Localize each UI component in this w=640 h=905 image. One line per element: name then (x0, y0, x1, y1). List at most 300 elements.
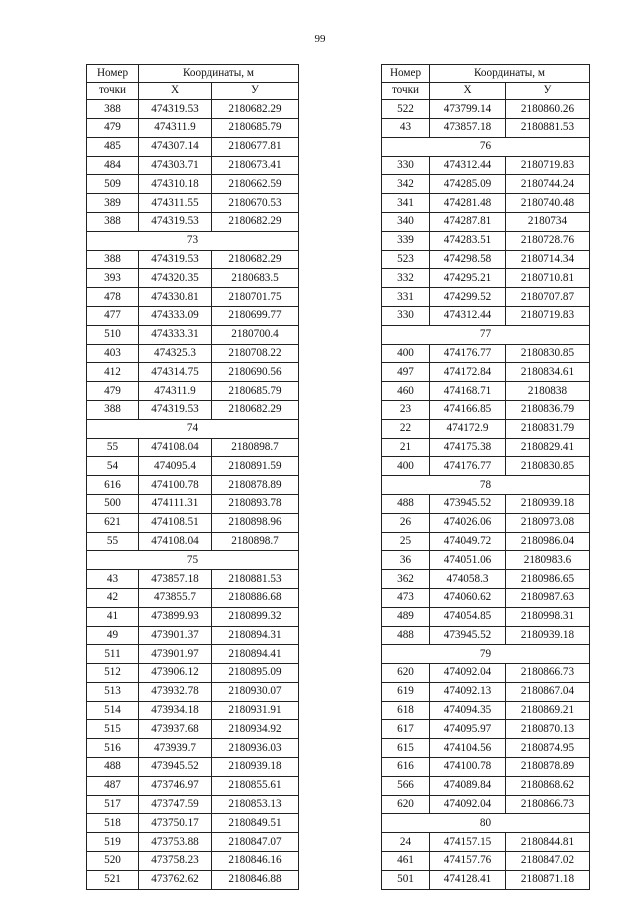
point-number-cell: 519 (87, 833, 139, 852)
point-number-cell: 518 (87, 814, 139, 833)
y-coordinate-cell: 2180893.78 (212, 494, 299, 513)
table-row (87, 400, 299, 419)
x-coordinate-cell: 474104.56 (430, 739, 506, 758)
point-number-cell: 412 (87, 363, 139, 382)
y-coordinate-cell: 2180998.31 (506, 607, 590, 626)
x-coordinate-cell: 474287.81 (430, 212, 506, 231)
x-coordinate-cell: 473857.18 (430, 118, 506, 137)
point-number-cell: 485 (87, 137, 139, 156)
table-row (87, 739, 299, 758)
table-row (87, 250, 299, 269)
table-row (87, 118, 299, 137)
table-row (87, 513, 299, 532)
y-coordinate-cell: 2180682.29 (212, 212, 299, 231)
x-coordinate-cell: 473855.7 (139, 588, 212, 607)
x-coordinate-cell: 474312.44 (430, 156, 506, 175)
point-number-cell: 566 (382, 776, 430, 795)
y-coordinate-cell: 2180829.41 (506, 438, 590, 457)
table-row (382, 795, 590, 814)
table-row (382, 175, 590, 194)
y-column-header: У (506, 82, 590, 100)
point-number-cell: 403 (87, 344, 139, 363)
y-coordinate-cell: 2180881.53 (212, 570, 299, 589)
y-coordinate-cell: 2180983.6 (506, 551, 590, 570)
point-number-cell: 473 (382, 588, 430, 607)
section-number: 74 (87, 419, 299, 438)
y-coordinate-cell: 2180714.34 (506, 250, 590, 269)
y-coordinate-cell: 2180708.22 (212, 344, 299, 363)
point-number-cell: 24 (382, 833, 430, 852)
x-coordinate-cell: 474319.53 (139, 100, 212, 119)
section-number: 79 (382, 645, 590, 664)
table-row (87, 363, 299, 382)
y-coordinate-cell: 2180860.26 (506, 100, 590, 119)
table-row (382, 438, 590, 457)
y-coordinate-cell: 2180734 (506, 212, 590, 231)
section-number: 78 (382, 476, 590, 495)
x-coordinate-cell: 473758.23 (139, 852, 212, 871)
point-number-cell: 615 (382, 739, 430, 758)
point-number-cell: 341 (382, 194, 430, 213)
x-coordinate-cell: 473945.52 (139, 758, 212, 777)
x-coordinate-cell: 474060.62 (430, 588, 506, 607)
table-row (382, 118, 590, 137)
x-coordinate-cell: 474094.35 (430, 701, 506, 720)
table-row (87, 306, 299, 325)
table-row (382, 664, 590, 683)
x-coordinate-cell: 474312.44 (430, 306, 506, 325)
y-coordinate-cell: 2180866.73 (506, 795, 590, 814)
x-coordinate-cell: 474026.06 (430, 513, 506, 532)
x-coordinate-cell: 474325.3 (139, 344, 212, 363)
table-row (382, 100, 590, 119)
point-number-cell: 49 (87, 626, 139, 645)
x-coordinate-cell: 474157.15 (430, 833, 506, 852)
table-row (382, 607, 590, 626)
x-coordinate-cell: 474100.78 (139, 476, 212, 495)
point-number-cell: 36 (382, 551, 430, 570)
table-row (382, 626, 590, 645)
y-coordinate-cell: 2180847.07 (212, 833, 299, 852)
table-row (382, 212, 590, 231)
y-coordinate-cell: 2180831.79 (506, 419, 590, 438)
point-number-cell: 500 (87, 494, 139, 513)
y-coordinate-cell: 2180847.02 (506, 852, 590, 871)
table-row (382, 344, 590, 363)
y-coordinate-cell: 2180834.61 (506, 363, 590, 382)
table-row (87, 457, 299, 476)
y-coordinate-cell: 2180899.32 (212, 607, 299, 626)
table-row (87, 100, 299, 119)
y-coordinate-cell: 2180871.18 (506, 870, 590, 889)
point-number-cell: 43 (87, 570, 139, 589)
point-number-cell: 54 (87, 457, 139, 476)
point-number-cell: 511 (87, 645, 139, 664)
x-coordinate-cell: 473945.52 (430, 626, 506, 645)
table-row (87, 476, 299, 495)
x-coordinate-cell: 474092.13 (430, 682, 506, 701)
point-number-cell: 523 (382, 250, 430, 269)
section-row (382, 476, 590, 495)
table-row (382, 156, 590, 175)
x-coordinate-cell: 473945.52 (430, 494, 506, 513)
x-coordinate-cell: 474108.51 (139, 513, 212, 532)
table-row (382, 250, 590, 269)
x-coordinate-cell: 474299.52 (430, 288, 506, 307)
x-coordinate-cell: 474314.75 (139, 363, 212, 382)
x-coordinate-cell: 474051.06 (430, 551, 506, 570)
point-number-cell: 460 (382, 382, 430, 401)
point-number-cell: 400 (382, 344, 430, 363)
y-coordinate-cell: 2180683.5 (212, 269, 299, 288)
x-coordinate-cell: 474172.9 (430, 419, 506, 438)
point-number-cell: 521 (87, 870, 139, 889)
y-coordinate-cell: 2180719.83 (506, 156, 590, 175)
table-row (382, 720, 590, 739)
point-number-cell: 388 (87, 400, 139, 419)
x-coordinate-cell: 474172.84 (430, 363, 506, 382)
y-coordinate-cell: 2180986.65 (506, 570, 590, 589)
table-row (87, 795, 299, 814)
y-coordinate-cell: 2180846.88 (212, 870, 299, 889)
x-coordinate-cell: 473901.97 (139, 645, 212, 664)
point-number-header-line1: Номер (87, 65, 139, 83)
y-coordinate-cell: 2180866.73 (506, 664, 590, 683)
x-coordinate-cell: 474176.77 (430, 344, 506, 363)
y-coordinate-cell: 2180662.59 (212, 175, 299, 194)
x-coordinate-cell: 474295.21 (430, 269, 506, 288)
table-row (87, 701, 299, 720)
x-coordinate-cell: 473939.7 (139, 739, 212, 758)
y-coordinate-cell: 2180881.53 (506, 118, 590, 137)
point-number-cell: 461 (382, 852, 430, 871)
y-coordinate-cell: 2180930.07 (212, 682, 299, 701)
table-row (382, 870, 590, 889)
x-coordinate-cell: 474319.53 (139, 250, 212, 269)
table-row (382, 194, 590, 213)
table-row (382, 588, 590, 607)
point-number-cell: 330 (382, 156, 430, 175)
y-coordinate-cell: 2180898.7 (212, 532, 299, 551)
y-coordinate-cell: 2180867.04 (506, 682, 590, 701)
x-coordinate-cell: 473762.62 (139, 870, 212, 889)
point-number-cell: 25 (382, 532, 430, 551)
y-coordinate-cell: 2180936.03 (212, 739, 299, 758)
x-coordinate-cell: 474054.85 (430, 607, 506, 626)
x-coordinate-cell: 474092.04 (430, 795, 506, 814)
x-coordinate-cell: 474058.3 (430, 570, 506, 589)
point-number-cell: 342 (382, 175, 430, 194)
point-number-cell: 517 (87, 795, 139, 814)
section-row (382, 645, 590, 664)
y-coordinate-cell: 2180682.29 (212, 100, 299, 119)
table-row (87, 494, 299, 513)
x-coordinate-cell: 474330.81 (139, 288, 212, 307)
point-number-cell: 42 (87, 588, 139, 607)
y-coordinate-cell: 2180728.76 (506, 231, 590, 250)
point-number-cell: 620 (382, 664, 430, 683)
point-number-cell: 479 (87, 382, 139, 401)
table-row (382, 382, 590, 401)
y-coordinate-cell: 2180707.87 (506, 288, 590, 307)
y-coordinate-cell: 2180830.85 (506, 457, 590, 476)
table-row (382, 231, 590, 250)
y-coordinate-cell: 2180939.18 (506, 494, 590, 513)
y-coordinate-cell: 2180894.31 (212, 626, 299, 645)
point-number-cell: 339 (382, 231, 430, 250)
x-coordinate-cell: 473937.68 (139, 720, 212, 739)
y-coordinate-cell: 2180895.09 (212, 664, 299, 683)
section-row (382, 137, 590, 156)
table-row (382, 306, 590, 325)
section-row (382, 814, 590, 833)
y-coordinate-cell: 2180869.21 (506, 701, 590, 720)
table-row (382, 551, 590, 570)
point-number-cell: 515 (87, 720, 139, 739)
y-coordinate-cell: 2180830.85 (506, 344, 590, 363)
section-row (87, 231, 299, 250)
y-coordinate-cell: 2180868.62 (506, 776, 590, 795)
x-coordinate-cell: 474108.04 (139, 438, 212, 457)
point-number-cell: 488 (382, 494, 430, 513)
table-row (87, 344, 299, 363)
x-coordinate-cell: 474319.53 (139, 212, 212, 231)
point-number-cell: 489 (382, 607, 430, 626)
x-coordinate-cell: 473753.88 (139, 833, 212, 852)
x-coordinate-cell: 474311.9 (139, 382, 212, 401)
point-number-cell: 619 (382, 682, 430, 701)
table-row (382, 288, 590, 307)
table-row (87, 870, 299, 889)
point-number-cell: 340 (382, 212, 430, 231)
x-coordinate-cell: 474311.9 (139, 118, 212, 137)
x-coordinate-cell: 473906.12 (139, 664, 212, 683)
point-number-cell: 26 (382, 513, 430, 532)
point-number-cell: 400 (382, 457, 430, 476)
y-coordinate-cell: 2180934.92 (212, 720, 299, 739)
point-number-cell: 512 (87, 664, 139, 683)
table-row (87, 682, 299, 701)
point-number-cell: 41 (87, 607, 139, 626)
point-number-cell: 520 (87, 852, 139, 871)
y-coordinate-cell: 2180987.63 (506, 588, 590, 607)
table-row (87, 588, 299, 607)
point-number-cell: 388 (87, 100, 139, 119)
y-coordinate-cell: 2180853.13 (212, 795, 299, 814)
y-coordinate-cell: 2180699.77 (212, 306, 299, 325)
x-coordinate-cell: 474311.55 (139, 194, 212, 213)
x-coordinate-cell: 474298.58 (430, 250, 506, 269)
point-number-cell: 477 (87, 306, 139, 325)
table-row (87, 382, 299, 401)
section-number: 75 (87, 551, 299, 570)
y-coordinate-cell: 2180685.79 (212, 382, 299, 401)
y-coordinate-cell: 2180719.83 (506, 306, 590, 325)
table-row (382, 457, 590, 476)
table-row (382, 400, 590, 419)
table-row (382, 419, 590, 438)
y-coordinate-cell: 2180744.24 (506, 175, 590, 194)
page-number: 99 (314, 33, 326, 45)
table-row (382, 513, 590, 532)
table-row (87, 720, 299, 739)
table-row (87, 758, 299, 777)
y-coordinate-cell: 2180670.53 (212, 194, 299, 213)
x-coordinate-cell: 474089.84 (430, 776, 506, 795)
x-coordinate-cell: 473746.97 (139, 776, 212, 795)
y-coordinate-cell: 2180844.81 (506, 833, 590, 852)
point-number-cell: 516 (87, 739, 139, 758)
y-coordinate-cell: 2180836.79 (506, 400, 590, 419)
y-coordinate-cell: 2180685.79 (212, 118, 299, 137)
y-coordinate-cell: 2180846.16 (212, 852, 299, 871)
point-number-cell: 22 (382, 419, 430, 438)
x-coordinate-cell: 474283.51 (430, 231, 506, 250)
y-coordinate-cell: 2180682.29 (212, 250, 299, 269)
point-number-cell: 362 (382, 570, 430, 589)
x-coordinate-cell: 474128.41 (430, 870, 506, 889)
x-coordinate-cell: 473750.17 (139, 814, 212, 833)
x-coordinate-cell: 474168.71 (430, 382, 506, 401)
point-number-header-line2: точки (382, 82, 430, 100)
x-coordinate-cell: 474166.85 (430, 400, 506, 419)
x-coordinate-cell: 473799.14 (430, 100, 506, 119)
point-number-cell: 488 (382, 626, 430, 645)
table-row (87, 137, 299, 156)
x-coordinate-cell: 474108.04 (139, 532, 212, 551)
point-number-cell: 488 (87, 758, 139, 777)
x-coordinate-cell: 474092.04 (430, 664, 506, 683)
y-coordinate-cell: 2180973.08 (506, 513, 590, 532)
x-column-header: X (430, 82, 506, 100)
point-number-cell: 513 (87, 682, 139, 701)
point-number-cell: 331 (382, 288, 430, 307)
x-coordinate-cell: 474307.14 (139, 137, 212, 156)
point-number-cell: 21 (382, 438, 430, 457)
y-coordinate-cell: 2180939.18 (212, 758, 299, 777)
coordinates-table-left (86, 64, 299, 890)
coordinates-table-right (381, 64, 590, 890)
point-number-cell: 478 (87, 288, 139, 307)
section-number: 73 (87, 231, 299, 250)
point-number-cell: 510 (87, 325, 139, 344)
x-coordinate-cell: 474095.4 (139, 457, 212, 476)
y-coordinate-cell: 2180710.81 (506, 269, 590, 288)
y-coordinate-cell: 2180690.56 (212, 363, 299, 382)
point-number-cell: 43 (382, 118, 430, 137)
table-row (87, 288, 299, 307)
table-row (382, 682, 590, 701)
x-coordinate-cell: 474319.53 (139, 400, 212, 419)
y-coordinate-cell: 2180898.7 (212, 438, 299, 457)
x-coordinate-cell: 473932.78 (139, 682, 212, 701)
point-number-cell: 616 (87, 476, 139, 495)
point-number-cell: 522 (382, 100, 430, 119)
y-coordinate-cell: 2180898.96 (212, 513, 299, 532)
y-coordinate-cell: 2180673.41 (212, 156, 299, 175)
table-row (87, 325, 299, 344)
point-number-cell: 618 (382, 701, 430, 720)
x-coordinate-cell: 474111.31 (139, 494, 212, 513)
x-coordinate-cell: 474157.76 (430, 852, 506, 871)
table-row (382, 833, 590, 852)
section-number: 76 (382, 137, 590, 156)
x-coordinate-cell: 473747.59 (139, 795, 212, 814)
y-coordinate-cell: 2180931.91 (212, 701, 299, 720)
x-coordinate-cell: 474303.71 (139, 156, 212, 175)
point-number-cell: 501 (382, 870, 430, 889)
table-row (382, 852, 590, 871)
section-row (87, 551, 299, 570)
y-coordinate-cell: 2180886.68 (212, 588, 299, 607)
point-number-header-line1: Номер (382, 65, 430, 83)
point-number-cell: 616 (382, 758, 430, 777)
x-coordinate-cell: 474175.38 (430, 438, 506, 457)
point-number-cell: 332 (382, 269, 430, 288)
table-row (382, 739, 590, 758)
y-coordinate-cell: 2180891.59 (212, 457, 299, 476)
table-row (87, 626, 299, 645)
y-column-header: У (212, 82, 299, 100)
x-column-header: X (139, 82, 212, 100)
y-coordinate-cell: 2180986.04 (506, 532, 590, 551)
table-row (87, 175, 299, 194)
point-number-cell: 23 (382, 400, 430, 419)
table-row (87, 852, 299, 871)
point-number-header-line2: точки (87, 82, 139, 100)
table-row (87, 194, 299, 213)
x-coordinate-cell: 473899.93 (139, 607, 212, 626)
point-number-cell: 389 (87, 194, 139, 213)
x-coordinate-cell: 474100.78 (430, 758, 506, 777)
y-coordinate-cell: 2180894.41 (212, 645, 299, 664)
coordinates-header: Координаты, м (430, 65, 590, 83)
x-coordinate-cell: 474333.31 (139, 325, 212, 344)
y-coordinate-cell: 2180838 (506, 382, 590, 401)
y-coordinate-cell: 2180878.89 (506, 758, 590, 777)
table-row (87, 532, 299, 551)
table-row (87, 438, 299, 457)
y-coordinate-cell: 2180849.51 (212, 814, 299, 833)
y-coordinate-cell: 2180700.4 (212, 325, 299, 344)
x-coordinate-cell: 473934.18 (139, 701, 212, 720)
table-row (87, 156, 299, 175)
point-number-cell: 330 (382, 306, 430, 325)
x-coordinate-cell: 474310.18 (139, 175, 212, 194)
table-row (382, 363, 590, 382)
table-row (382, 758, 590, 777)
y-coordinate-cell: 2180677.81 (212, 137, 299, 156)
y-coordinate-cell: 2180874.95 (506, 739, 590, 758)
table-row (87, 814, 299, 833)
table-row (87, 645, 299, 664)
y-coordinate-cell: 2180878.89 (212, 476, 299, 495)
point-number-cell: 484 (87, 156, 139, 175)
section-row (382, 325, 590, 344)
table-row (382, 776, 590, 795)
x-coordinate-cell: 474333.09 (139, 306, 212, 325)
coordinates-header: Координаты, м (139, 65, 299, 83)
point-number-cell: 621 (87, 513, 139, 532)
table-row (382, 269, 590, 288)
x-coordinate-cell: 474176.77 (430, 457, 506, 476)
x-coordinate-cell: 474281.48 (430, 194, 506, 213)
point-number-cell: 479 (87, 118, 139, 137)
x-coordinate-cell: 474320.35 (139, 269, 212, 288)
section-number: 77 (382, 325, 590, 344)
y-coordinate-cell: 2180740.48 (506, 194, 590, 213)
x-coordinate-cell: 474049.72 (430, 532, 506, 551)
